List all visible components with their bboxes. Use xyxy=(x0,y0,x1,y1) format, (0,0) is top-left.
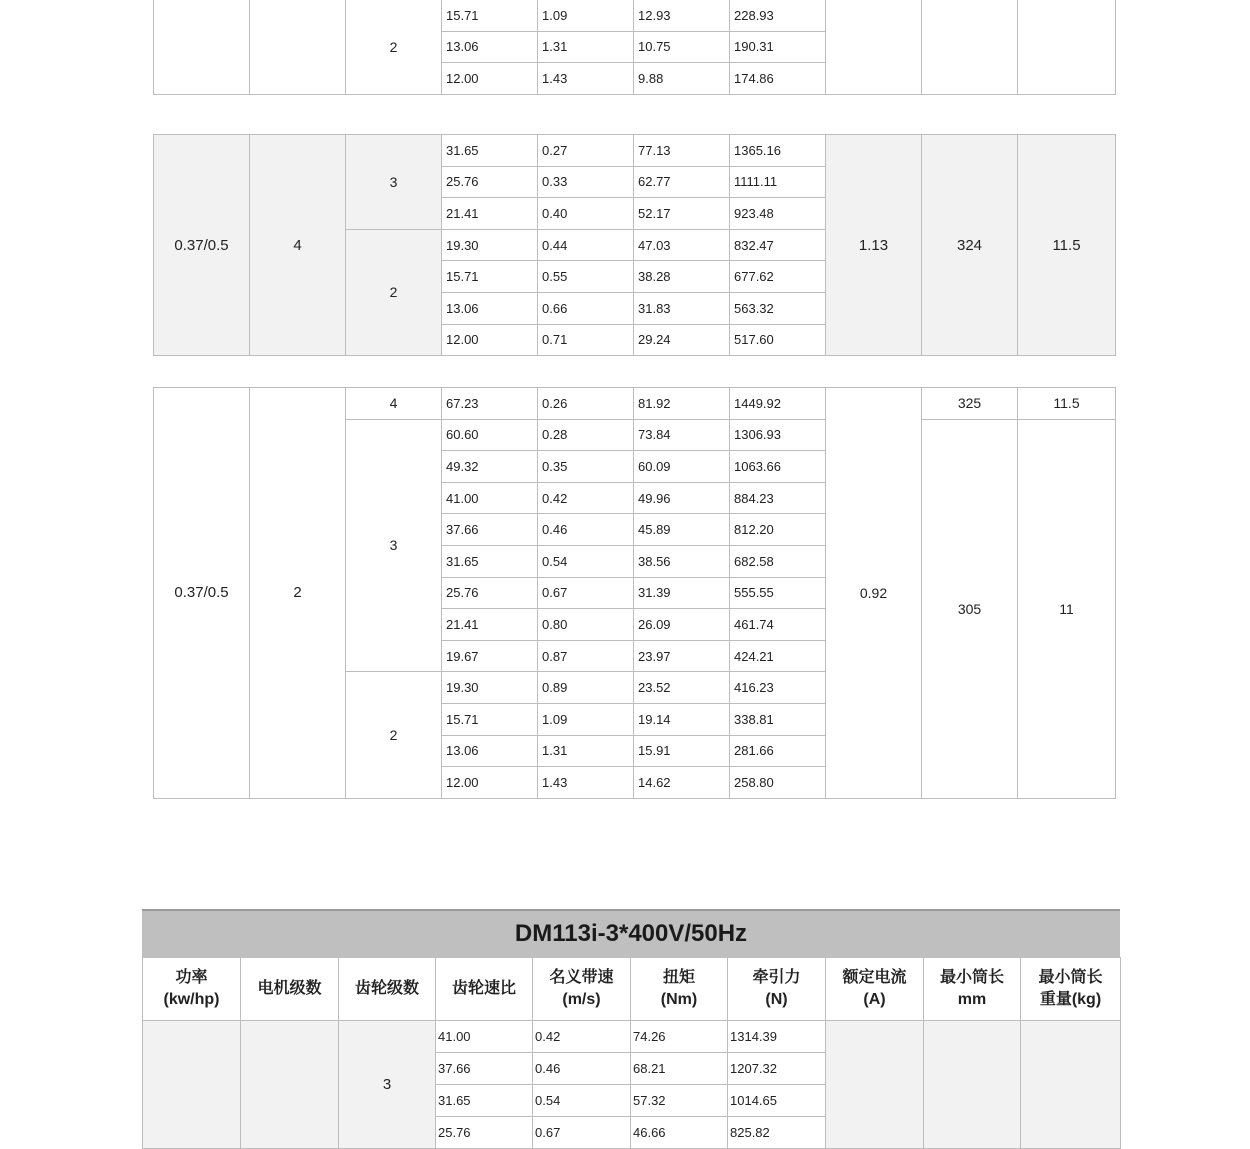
header-torque: 扭矩 (Nm) xyxy=(631,958,728,1021)
motor-poles-cell: 2 xyxy=(250,388,346,799)
belt-speed-cell: 0.55 xyxy=(538,261,634,293)
gear-ratio-cell: 19.67 xyxy=(442,640,538,672)
traction-cell: 832.47 xyxy=(730,229,826,261)
rated-current-cell: 0.92 xyxy=(826,388,922,799)
torque-cell: 49.96 xyxy=(634,482,730,514)
torque-cell: 9.88 xyxy=(634,63,730,95)
torque-cell: 60.09 xyxy=(634,451,730,483)
traction-cell: 923.48 xyxy=(730,198,826,230)
torque-cell: 45.89 xyxy=(634,514,730,546)
traction-cell: 1207.32 xyxy=(728,1053,826,1085)
belt-speed-cell: 0.26 xyxy=(538,388,634,420)
traction-cell: 825.82 xyxy=(728,1117,826,1149)
traction-cell: 812.20 xyxy=(730,514,826,546)
gear-ratio-cell: 12.00 xyxy=(442,63,538,95)
torque-cell: 23.97 xyxy=(634,640,730,672)
torque-cell: 31.83 xyxy=(634,292,730,324)
traction-cell: 1063.66 xyxy=(730,451,826,483)
torque-cell: 81.92 xyxy=(634,388,730,420)
torque-cell: 14.62 xyxy=(634,767,730,799)
gear-ratio-cell: 25.76 xyxy=(442,577,538,609)
header-gear-stages: 齿轮级数 xyxy=(339,958,436,1021)
header-motor-poles: 电机级数 xyxy=(241,958,339,1021)
table-row xyxy=(154,135,1116,167)
torque-cell: 15.91 xyxy=(634,735,730,767)
belt-speed-cell: 0.71 xyxy=(538,324,634,356)
belt-speed-cell: 0.27 xyxy=(538,135,634,167)
belt-speed-cell: 0.54 xyxy=(538,545,634,577)
gear-ratio-cell: 15.71 xyxy=(442,703,538,735)
belt-speed-cell: 0.87 xyxy=(538,640,634,672)
gear-stage-cell: 3 xyxy=(339,1021,436,1149)
belt-speed-cell: 0.66 xyxy=(538,292,634,324)
gear-ratio-cell: 25.76 xyxy=(436,1117,533,1149)
belt-speed-cell: 1.43 xyxy=(538,767,634,799)
belt-speed-cell: 1.31 xyxy=(538,31,634,63)
weight-cell xyxy=(1018,0,1116,94)
belt-speed-cell: 0.46 xyxy=(533,1053,631,1085)
gear-ratio-cell: 25.76 xyxy=(442,166,538,198)
header-gear-ratio: 齿轮速比 xyxy=(436,958,533,1021)
traction-cell: 677.62 xyxy=(730,261,826,293)
traction-cell: 1314.39 xyxy=(728,1021,826,1053)
power-cell: 0.37/0.5 xyxy=(154,135,250,356)
torque-cell: 68.21 xyxy=(631,1053,728,1085)
traction-cell: 1014.65 xyxy=(728,1085,826,1117)
gear-ratio-cell: 31.65 xyxy=(436,1085,533,1117)
belt-speed-cell: 1.09 xyxy=(538,0,634,31)
belt-speed-cell: 0.42 xyxy=(538,482,634,514)
torque-cell: 31.39 xyxy=(634,577,730,609)
gear-ratio-cell: 37.66 xyxy=(442,514,538,546)
belt-speed-cell: 1.43 xyxy=(538,63,634,95)
rated-current-cell xyxy=(826,1021,924,1149)
traction-cell: 258.80 xyxy=(730,767,826,799)
belt-speed-cell: 0.80 xyxy=(538,609,634,641)
traction-cell: 190.31 xyxy=(730,31,826,63)
gear-stage-cell: 2 xyxy=(346,0,442,94)
gear-stage-cell: 2 xyxy=(346,672,442,798)
motor-poles-cell xyxy=(250,0,346,94)
power-cell xyxy=(154,0,250,94)
rated-current-cell: 1.13 xyxy=(826,135,922,356)
belt-speed-cell: 0.89 xyxy=(538,672,634,704)
traction-cell: 228.93 xyxy=(730,0,826,31)
gear-ratio-cell: 19.30 xyxy=(442,672,538,704)
traction-cell: 563.32 xyxy=(730,292,826,324)
weight-cell: 11.5 xyxy=(1018,388,1116,420)
belt-speed-cell: 0.67 xyxy=(533,1117,631,1149)
torque-cell: 29.24 xyxy=(634,324,730,356)
spec-table-dm113i xyxy=(142,957,1121,1149)
power-cell xyxy=(143,1021,241,1149)
motor-poles-cell xyxy=(241,1021,339,1149)
rated-current-cell xyxy=(826,0,922,94)
traction-cell: 424.21 xyxy=(730,640,826,672)
gear-ratio-cell: 15.71 xyxy=(442,0,538,31)
header-rated-current: 额定电流 (A) xyxy=(826,958,924,1021)
torque-cell: 38.56 xyxy=(634,545,730,577)
gear-ratio-cell: 31.65 xyxy=(442,545,538,577)
torque-cell: 62.77 xyxy=(634,166,730,198)
torque-cell: 47.03 xyxy=(634,229,730,261)
traction-cell: 555.55 xyxy=(730,577,826,609)
gear-ratio-cell: 37.66 xyxy=(436,1053,533,1085)
gear-stage-cell: 3 xyxy=(346,419,442,672)
header-belt-speed: 名义带速 (m/s) xyxy=(533,958,631,1021)
torque-cell: 19.14 xyxy=(634,703,730,735)
gear-ratio-cell: 12.00 xyxy=(442,767,538,799)
header-min-length-weight: 最小筒长 重量(kg) xyxy=(1021,958,1121,1021)
torque-cell: 38.28 xyxy=(634,261,730,293)
torque-cell: 77.13 xyxy=(634,135,730,167)
min-length-cell xyxy=(924,1021,1021,1149)
traction-cell: 682.58 xyxy=(730,545,826,577)
belt-speed-cell: 0.28 xyxy=(538,419,634,451)
spec-table-2 xyxy=(153,134,1116,356)
table-row xyxy=(143,1021,1121,1053)
traction-cell: 1111.11 xyxy=(730,166,826,198)
spec-table-3 xyxy=(153,387,1116,799)
belt-speed-cell: 0.67 xyxy=(538,577,634,609)
gear-ratio-cell: 13.06 xyxy=(442,735,538,767)
traction-cell: 884.23 xyxy=(730,482,826,514)
gear-ratio-cell: 12.00 xyxy=(442,324,538,356)
min-length-cell xyxy=(922,0,1018,94)
belt-speed-cell: 0.54 xyxy=(533,1085,631,1117)
gear-ratio-cell: 41.00 xyxy=(442,482,538,514)
weight-cell: 11.5 xyxy=(1018,135,1116,356)
torque-cell: 12.93 xyxy=(634,0,730,31)
traction-cell: 281.66 xyxy=(730,735,826,767)
gear-ratio-cell: 41.00 xyxy=(436,1021,533,1053)
gear-ratio-cell: 13.06 xyxy=(442,292,538,324)
belt-speed-cell: 0.44 xyxy=(538,229,634,261)
torque-cell: 52.17 xyxy=(634,198,730,230)
motor-poles-cell: 4 xyxy=(250,135,346,356)
torque-cell: 73.84 xyxy=(634,419,730,451)
belt-speed-cell: 1.09 xyxy=(538,703,634,735)
weight-cell xyxy=(1021,1021,1121,1149)
section-title: DM113i-3*400V/50Hz xyxy=(142,909,1120,957)
gear-ratio-cell: 15.71 xyxy=(442,261,538,293)
torque-cell: 57.32 xyxy=(631,1085,728,1117)
header-power: 功率 (kw/hp) xyxy=(143,958,241,1021)
belt-speed-cell: 0.46 xyxy=(538,514,634,546)
belt-speed-cell: 1.31 xyxy=(538,735,634,767)
gear-ratio-cell: 13.06 xyxy=(442,31,538,63)
weight-cell: 11 xyxy=(1018,419,1116,798)
belt-speed-cell: 0.35 xyxy=(538,451,634,483)
torque-cell: 10.75 xyxy=(634,31,730,63)
traction-cell: 1365.16 xyxy=(730,135,826,167)
gear-ratio-cell: 21.41 xyxy=(442,198,538,230)
header-traction: 牵引力 (N) xyxy=(728,958,826,1021)
table-row xyxy=(154,388,1116,420)
torque-cell: 46.66 xyxy=(631,1117,728,1149)
torque-cell: 26.09 xyxy=(634,609,730,641)
power-cell: 0.37/0.5 xyxy=(154,388,250,799)
gear-ratio-cell: 19.30 xyxy=(442,229,538,261)
table-row xyxy=(154,0,1116,31)
torque-cell: 23.52 xyxy=(634,672,730,704)
header-min-length: 最小筒长 mm xyxy=(924,958,1021,1021)
gear-ratio-cell: 60.60 xyxy=(442,419,538,451)
traction-cell: 416.23 xyxy=(730,672,826,704)
gear-stage-cell: 4 xyxy=(346,388,442,420)
gear-stage-cell: 3 xyxy=(346,135,442,230)
min-length-cell: 325 xyxy=(922,388,1018,420)
gear-ratio-cell: 67.23 xyxy=(442,388,538,420)
torque-cell: 74.26 xyxy=(631,1021,728,1053)
traction-cell: 1449.92 xyxy=(730,388,826,420)
gear-ratio-cell: 21.41 xyxy=(442,609,538,641)
belt-speed-cell: 0.33 xyxy=(538,166,634,198)
traction-cell: 1306.93 xyxy=(730,419,826,451)
traction-cell: 461.74 xyxy=(730,609,826,641)
belt-speed-cell: 0.42 xyxy=(533,1021,631,1053)
spec-table-1 xyxy=(153,0,1116,95)
min-length-cell: 324 xyxy=(922,135,1018,356)
min-length-cell: 305 xyxy=(922,419,1018,798)
gear-ratio-cell: 31.65 xyxy=(442,135,538,167)
gear-stage-cell: 2 xyxy=(346,229,442,355)
traction-cell: 174.86 xyxy=(730,63,826,95)
belt-speed-cell: 0.40 xyxy=(538,198,634,230)
traction-cell: 517.60 xyxy=(730,324,826,356)
traction-cell: 338.81 xyxy=(730,703,826,735)
gear-ratio-cell: 49.32 xyxy=(442,451,538,483)
header-row xyxy=(143,958,1121,1021)
